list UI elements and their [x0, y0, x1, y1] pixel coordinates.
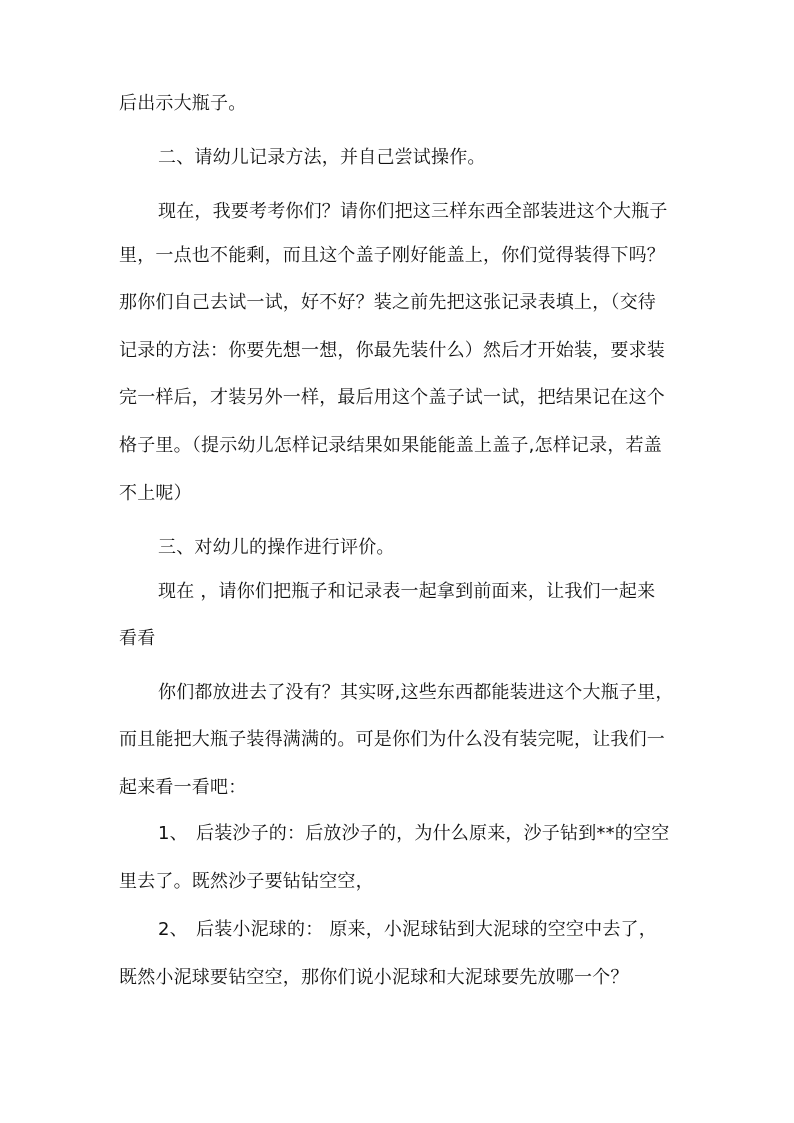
paragraph-line: 记录的方法：你要先想一想，你最先装什么）然后才开始装，要求装: [119, 340, 665, 361]
section-heading-2: 二、请幼儿记录方法，并自己尝试操作。: [158, 147, 486, 168]
section-heading-3: 三、对幼儿的操作进行评价。: [158, 537, 395, 558]
paragraph-line: 而且能把大瓶子装得满满的。可是你们为什么没有装完呢，让我们一: [119, 729, 665, 750]
list-item-2: [158, 918, 657, 942]
paragraph-line: 那你们自己去试一试，好不好？装之前先把这张记录表填上，（交待: [119, 292, 656, 313]
paragraph-line: 你们都放进去了没有？其实呀,这些东西都能装进这个大瓶子里，: [158, 682, 674, 703]
paragraph-line: 里，一点也不能剩，而且这个盖子刚好能盖上，你们觉得装得下吗？: [119, 245, 665, 266]
paragraph-line: 里去了。既然沙子要钻钻空空，: [119, 871, 374, 892]
paragraph-line: 现在，我要考考你们？请你们把这三样东西全部装进这个大瓶子: [158, 201, 668, 222]
paragraph-line: 后出示大瓶子。: [119, 93, 247, 114]
paragraph-line: 完一样后，才装另外一样，最后用这个盖子试一试，把结果记在这个: [119, 387, 665, 408]
paragraph-line: 起来看一看吧：: [119, 777, 247, 798]
list-item-1: [158, 822, 669, 846]
list-number: 2、: [158, 919, 188, 940]
paragraph-line: 既然小泥球要钻空空，那你们说小泥球和大泥球要先放哪一个？: [119, 967, 629, 988]
paragraph-line: 不上呢）: [119, 483, 192, 504]
list-number: 1、: [158, 823, 188, 844]
list-text: 后装沙子的：后放沙子的，为什么原来，沙子钻到**的空空: [196, 823, 670, 844]
paragraph-line: 看看: [119, 628, 156, 649]
list-text: 后装小泥球的： 原来，小泥球钻到大泥球的空空中去了，: [196, 919, 657, 940]
paragraph-line: 格子里。（提示幼儿怎样记录结果如果能能盖上盖子,怎样记录，若盖: [119, 435, 662, 456]
paragraph-line: 现在 ，请你们把瓶子和记录表一起拿到前面来，让我们一起来: [158, 581, 656, 602]
